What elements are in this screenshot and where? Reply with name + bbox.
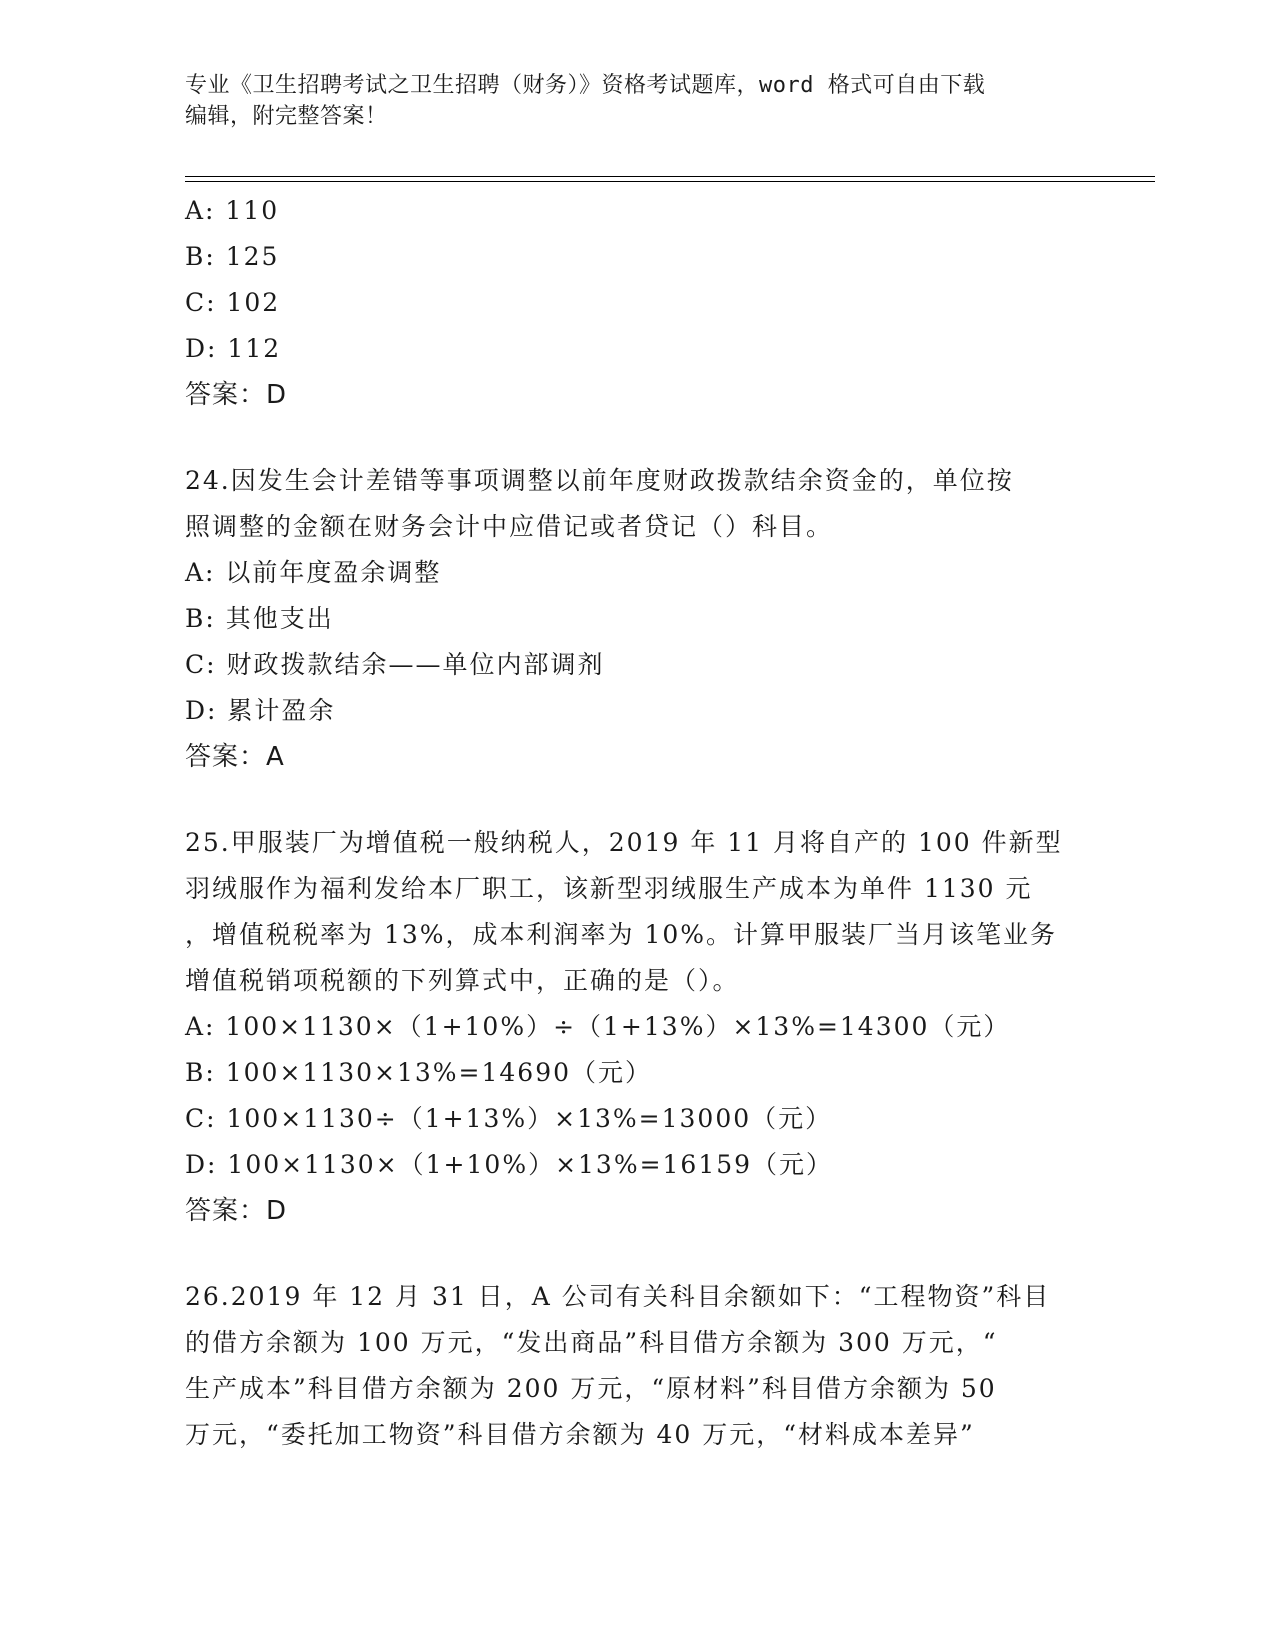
question-text-line: 万元，“委托加工物资”科目借方余额为 40 万元，“材料成本差异” (185, 1420, 975, 1449)
option-c: C: 100×1130÷（1+13%）×13%=13000（元） (185, 1104, 833, 1133)
question-text-line: ，增值税税率为 13%，成本利润率为 10%。计算甲服装厂当月该笔业务 (185, 920, 1058, 949)
option-d: D: 100×1130×（1+10%）×13%=16159（元） (185, 1150, 834, 1179)
option-b: B: 125 (185, 242, 280, 271)
header-line-1: 专业《卫生招聘考试之卫生招聘（财务）》资格考试题库，word 格式可自由下载 (185, 73, 986, 98)
option-c: C: 102 (185, 288, 281, 317)
option-a: A: 100×1130×（1+10%）÷（1+13%）×13%=14300（元） (185, 1012, 1011, 1041)
question-text-line: 生产成本”科目借方余额为 200 万元，“原材料”科目借方余额为 50 (185, 1374, 997, 1403)
question-23 (185, 188, 1075, 418)
question-text-line: 的借方余额为 100 万元，“发出商品”科目借方余额为 300 万元，“ (185, 1328, 998, 1357)
answer: 答案：D (185, 1196, 288, 1226)
question-24 (185, 458, 1075, 780)
question-26 (185, 1274, 1075, 1458)
header-line-2: 编辑，附完整答案！ (185, 104, 388, 129)
document-header (185, 70, 1065, 132)
option-a: A: 110 (185, 196, 280, 225)
question-text-line: 24.因发生会计差错等事项调整以前年度财政拨款结余资金的，单位按 (185, 466, 1014, 495)
question-text-line: 26.2019 年 12 月 31 日，A 公司有关科目余额如下：“工程物资”科目 (185, 1282, 1051, 1311)
question-25 (185, 820, 1075, 1234)
header-divider-bottom (185, 181, 1155, 182)
question-text-line: 25.甲服装厂为增值税一般纳税人，2019 年 11 月将自产的 100 件新型 (185, 828, 1063, 857)
question-text-line: 增值税销项税额的下列算式中，正确的是（）。 (185, 966, 740, 995)
answer: 答案：A (185, 742, 285, 772)
answer: 答案：D (185, 380, 288, 410)
header-divider-top (185, 176, 1155, 177)
option-d: D: 112 (185, 334, 282, 363)
question-text-line: 羽绒服作为福利发给本厂职工，该新型羽绒服生产成本为单件 1130 元 (185, 874, 1033, 903)
option-d: D: 累计盈余 (185, 696, 336, 725)
option-b: B: 100×1130×13%=14690（元） (185, 1058, 653, 1087)
option-a: A: 以前年度盈余调整 (185, 558, 442, 587)
question-text-line: 照调整的金额在财务会计中应借记或者贷记（）科目。 (185, 512, 834, 541)
document-body (185, 188, 1075, 1458)
option-b: B: 其他支出 (185, 604, 334, 633)
option-c: C: 财政拨款结余——单位内部调剂 (185, 650, 605, 679)
